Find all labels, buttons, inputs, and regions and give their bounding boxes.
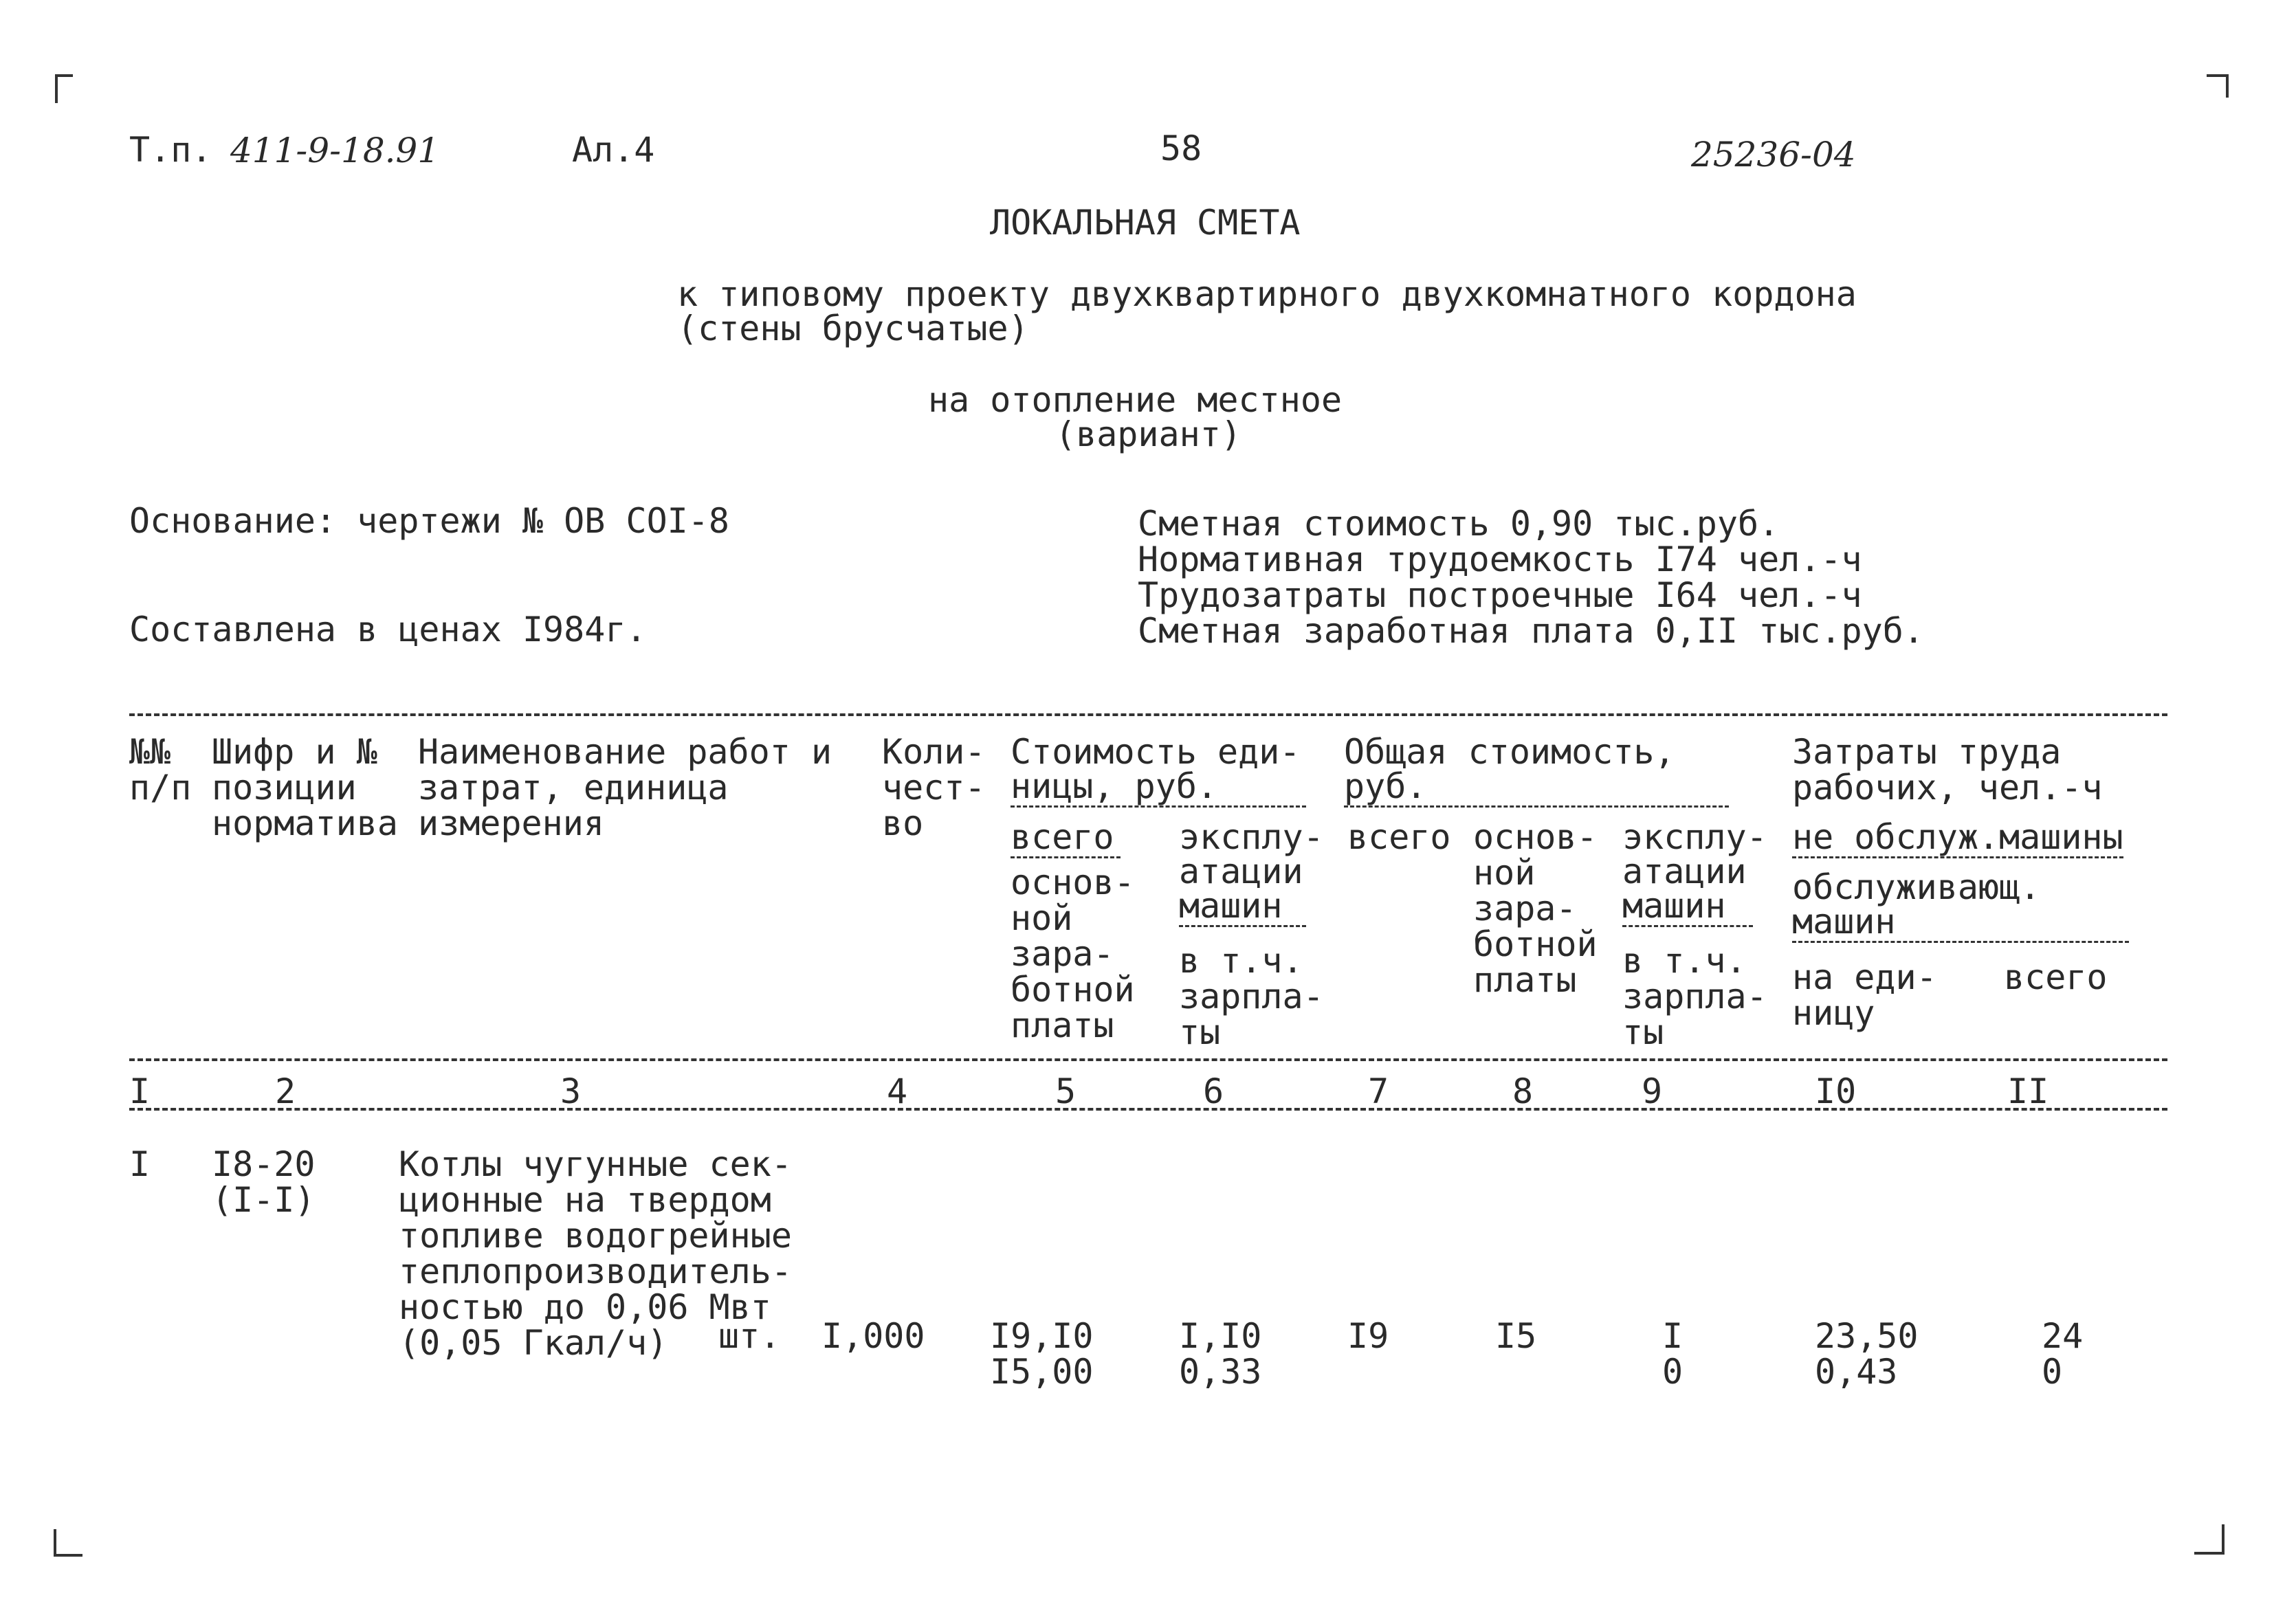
colnum-11: II: [2007, 1071, 2049, 1111]
row-quantity: I,000: [821, 1316, 925, 1356]
header-labor-machine: обслуживающ.: [1792, 867, 2041, 907]
header-labor-not-machine: не обслуж.машины: [1792, 817, 2123, 857]
colnum-3: 3: [560, 1071, 582, 1111]
header-total-cost: Общая стоимость,: [1344, 732, 1675, 772]
header-labor: Затраты труда рабочих, чел.-ч: [1792, 732, 2103, 808]
row-unit: шт.: [718, 1316, 781, 1356]
row-labor-total: 24 0: [2042, 1316, 2084, 1392]
header-unit-machine-1: эксплу-: [1179, 817, 1324, 857]
header-total-machine-2: атации: [1622, 852, 1747, 891]
header-total-machine-3: машин: [1622, 888, 1753, 927]
estimated-wage: Сметная заработная плата 0,II тыс.руб.: [1138, 611, 1924, 651]
title-line-1: к типовому проекту двухквартирного двухкомнатного кордона: [677, 274, 1857, 314]
colnum-7: 7: [1368, 1071, 1389, 1111]
row-number: I: [129, 1144, 151, 1184]
row-unit-machine: I,I0 0,33: [1179, 1316, 1262, 1392]
header-total-cost-rub: руб.: [1344, 768, 1729, 808]
row-name: Котлы чугунные сек- ционные на твердом топливе водогрейные теплопроизводитель- ностью до 0,06 Мвт (0,05 Гкал/ч): [399, 1144, 792, 1363]
tp-number: 411-9-18.91: [230, 131, 440, 170]
row-total: I9: [1347, 1316, 1389, 1356]
header-unit-cost: Стоимость еди-: [1011, 732, 1301, 772]
header-labor-machine-2: машин: [1792, 904, 2129, 943]
colnum-1: I: [129, 1071, 151, 1111]
colnum-8: 8: [1512, 1071, 1534, 1111]
colnum-2: 2: [275, 1071, 296, 1111]
header-work-name: Наименование работ и затрат, единица измерения: [418, 732, 832, 843]
colnum-6: 6: [1203, 1071, 1224, 1111]
prices-text: Составлена в ценах I984г.: [129, 610, 647, 649]
row-total-machine: I 0: [1662, 1316, 1684, 1392]
header-labor-total: всего: [2004, 957, 2108, 997]
basis-text: Основание: чертежи № ОВ СОI-8: [129, 501, 729, 541]
colnum-4: 4: [887, 1071, 908, 1111]
header-unit-machine-2: атации: [1179, 852, 1303, 891]
title-line-3: на отопление местное: [928, 380, 1343, 420]
header-bottom-rule: [129, 1058, 2167, 1061]
title-line-4: (вариант): [1055, 414, 1241, 454]
row-total-wage: I5: [1495, 1316, 1537, 1356]
crop-mark-bottom-left: [54, 1529, 82, 1557]
header-unit-total: всего: [1011, 819, 1121, 858]
header-unit-wage: основ- ной зара- ботной платы: [1011, 863, 1135, 1045]
header-total-machine-wage: в т.ч. зарпла- ты: [1622, 941, 1767, 1052]
crop-mark-top-right: [2207, 74, 2229, 98]
header-unit-machine-3: машин: [1179, 888, 1306, 927]
colnum-10: I0: [1815, 1071, 1857, 1111]
crop-mark-bottom-right: [2194, 1524, 2225, 1555]
header-row-number: №№ п/п: [129, 732, 192, 808]
header-quantity: Коли- чест- во: [882, 732, 986, 843]
album-label: Ал.4: [572, 130, 655, 170]
header-total-machine-1: эксплу-: [1622, 817, 1767, 857]
normative-labor: Нормативная трудоемкость I74 чел.-ч: [1138, 540, 1862, 579]
tp-label: Т.п.: [129, 130, 212, 170]
header-total-wage: основ- ной зара- ботной платы: [1473, 817, 1598, 1000]
row-code: I8-20 (I-I): [212, 1144, 316, 1220]
table-top-rule: [129, 713, 2167, 716]
colnum-9: 9: [1642, 1071, 1663, 1111]
crop-mark-top-left: [55, 74, 73, 103]
document-code: 25236-04: [1691, 135, 1856, 175]
header-code: Шифр и № позиции норматива: [212, 732, 398, 843]
colnum-5: 5: [1055, 1071, 1077, 1111]
colnum-bottom-rule: [129, 1108, 2167, 1111]
header-unit-machine-wage: в т.ч. зарпла- ты: [1179, 941, 1324, 1052]
row-labor-per-unit: 23,50 0,43: [1815, 1316, 1919, 1392]
header-labor-per-unit: на еди- ницу: [1792, 957, 1937, 1033]
page-number: 58: [1160, 129, 1202, 168]
header-unit-cost-rub: ницы, руб.: [1011, 768, 1306, 808]
site-labor: Трудозатраты построечные I64 чел.-ч: [1138, 575, 1862, 615]
row-unit-cost: I9,I0 I5,00: [990, 1316, 1094, 1392]
document-title: ЛОКАЛЬНАЯ СМЕТА: [990, 203, 1301, 243]
estimated-cost: Сметная стоимость 0,90 тыс.руб.: [1138, 504, 1780, 544]
title-line-2: (стены брусчатые): [677, 309, 1029, 348]
header-total: всего: [1347, 817, 1451, 857]
